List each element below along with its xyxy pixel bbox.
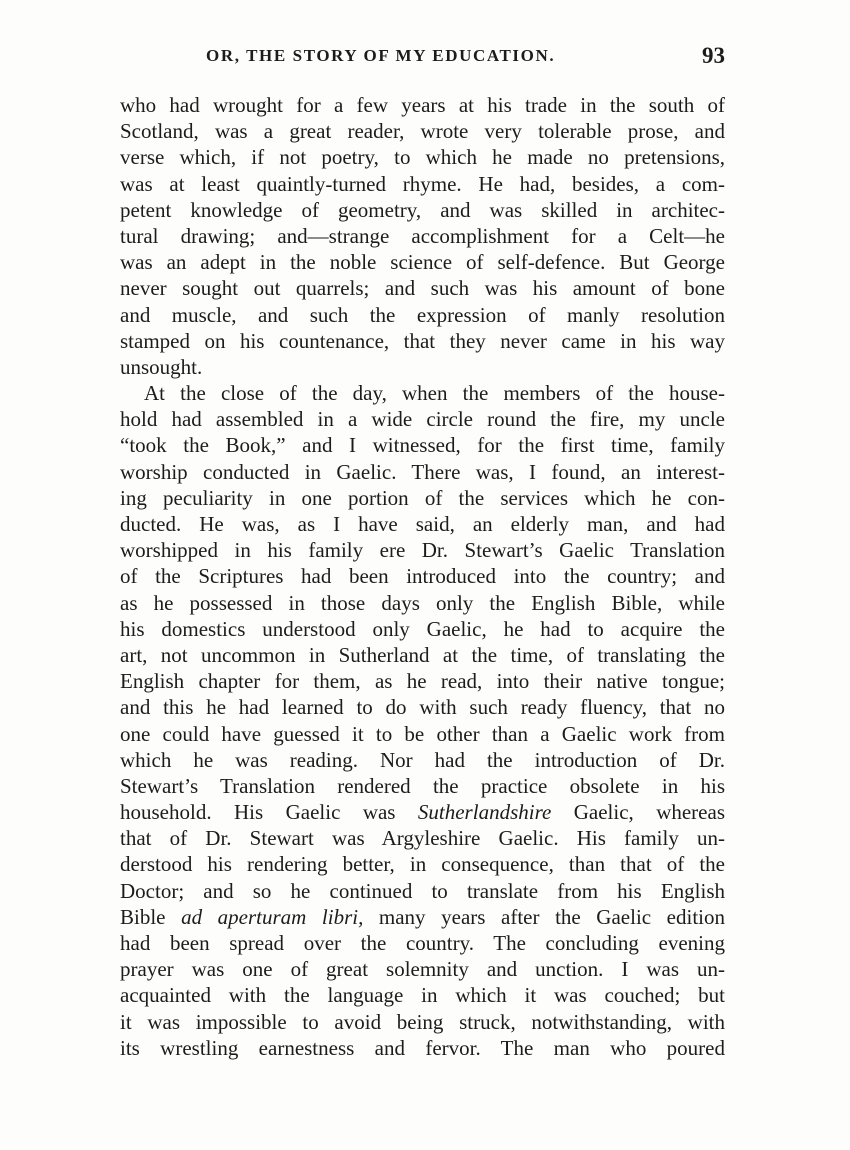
- text-line: his domestics understood only Gaelic, he had to acquire the: [120, 616, 725, 641]
- text-line: of the Scriptures had been introduced into the country; and: [120, 564, 725, 589]
- text-line: was at least quaintly-turned rhyme. He had, besides, a com-: [120, 171, 725, 196]
- text-segment: household. His Gaelic was: [120, 800, 418, 825]
- text-segment: Gaelic, whereas: [551, 800, 725, 825]
- running-header: [120, 44, 725, 74]
- text-line: as he possessed in those days only the English Bible, while: [120, 590, 725, 615]
- text-line: verse which, if not poetry, to which he made no pretensions,: [120, 145, 725, 170]
- body-text: [120, 92, 725, 1061]
- text-line: derstood his rendering better, in consequence, than that of the: [120, 852, 725, 877]
- page-number: 93: [702, 43, 725, 68]
- text-line: worshipped in his family ere Dr. Stewart’s Gaelic Translation: [120, 538, 725, 563]
- text-line: ducted. He was, as I have said, an elderly man, and had: [120, 512, 725, 536]
- text-segment: many years after the Gaelic edition: [363, 904, 725, 929]
- text-line: hold had assembled in a wide circle round the fire, my uncle: [120, 407, 725, 432]
- text-segment: Bible: [120, 904, 182, 929]
- text-line: Stewart’s Translation rendered the practice obsolete in his: [120, 773, 725, 798]
- italic-phrase: Sutherlandshire: [417, 800, 552, 825]
- text-line: ing peculiarity in one portion of the services which he con-: [120, 485, 725, 510]
- text-line: unsought.: [120, 354, 203, 379]
- text-line: “took the Book,” and I witnessed, for the first time, family: [120, 433, 725, 458]
- text-line: acquainted with the language in which it was couched; but: [120, 983, 725, 1008]
- text-line: [120, 904, 725, 930]
- text-line: which he was reading. Nor had the introduction of Dr.: [120, 747, 725, 772]
- text-line: art, not uncommon in Sutherland at the time, of translating the: [120, 642, 725, 667]
- text-line: worship conducted in Gaelic. There was, I found, an interest-: [120, 459, 725, 484]
- text-line: and muscle, and such the expression of manly resolution: [120, 302, 725, 327]
- text-line: Doctor; and so he continued to translate from his English: [120, 878, 725, 903]
- text-line: that of Dr. Stewart was Argyleshire Gaelic. His family un-: [120, 826, 725, 851]
- text-line: was an adept in the noble science of self-defence. But George: [120, 250, 725, 275]
- text-line: and this he had learned to do with such ready fluency, that no: [120, 695, 725, 720]
- text-line: one could have guessed it to be other than a Gaelic work from: [120, 721, 725, 746]
- text-line: stamped on his countenance, that they never came in his way: [120, 328, 725, 353]
- running-title: OR, THE STORY OF MY EDUCATION.: [206, 46, 556, 65]
- text-line: tural drawing; and—strange accomplishment for a Celt—he: [120, 223, 725, 248]
- text-line: who had wrought for a few years at his trade in the south of: [120, 93, 725, 117]
- text-line: [120, 799, 725, 825]
- text-line: it was impossible to avoid being struck, notwithstanding, with: [120, 1009, 725, 1034]
- text-line: English chapter for them, as he read, into their native tongue;: [120, 669, 725, 694]
- text-line: Scotland, was a great reader, wrote very tolerable prose, and: [120, 119, 725, 144]
- text-line: petent knowledge of geometry, and was skilled in architec-: [120, 197, 725, 222]
- text-line: never sought out quarrels; and such was his amount of bone: [120, 276, 725, 301]
- text-line: had been spread over the country. The concluding evening: [120, 931, 725, 955]
- text-line: At the close of the day, when the members of the house-: [144, 381, 725, 406]
- text-line: prayer was one of great solemnity and unction. I was un-: [120, 957, 725, 982]
- italic-phrase: ad aperturam libri,: [181, 904, 364, 929]
- text-line: its wrestling earnestness and fervor. The man who poured: [120, 1035, 725, 1060]
